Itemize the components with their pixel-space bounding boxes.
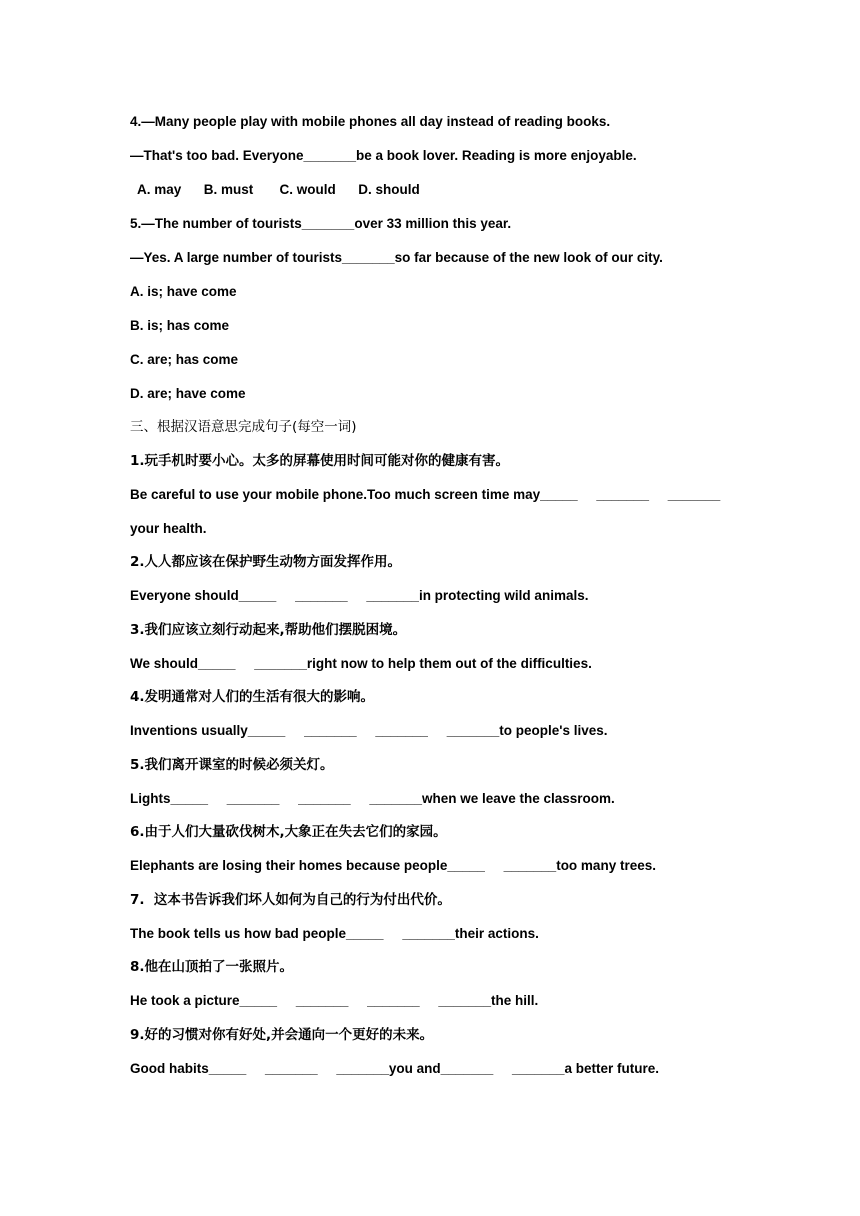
item6-chinese: 6.由于人们大量砍伐树木,大象正在失去它们的家园。 bbox=[130, 824, 447, 840]
item7-english: The book tells us how bad people_____ _______their actions. bbox=[130, 926, 539, 941]
item1-chinese: 1.玩手机时要小心。太多的屏幕使用时间可能对你的健康有害。 bbox=[130, 453, 510, 469]
q4-options: A. may B. must C. would D. should bbox=[130, 182, 420, 197]
item9-english: Good habits_____ _______ _______you and_______ _______a better future. bbox=[130, 1061, 660, 1076]
q4-question: 4.—Many people play with mobile phones all day instead of reading books. bbox=[130, 114, 611, 129]
item4-chinese: 4.发明通常对人们的生活有很大的影响。 bbox=[130, 689, 375, 705]
q5-option-a: A. is; have come bbox=[130, 284, 237, 299]
item5-english: Lights_____ _______ _______ _______when we leave the classroom. bbox=[130, 791, 615, 806]
q5-option-d: D. are; have come bbox=[130, 386, 246, 401]
q5-question: 5.—The number of tourists_______over 33 million this year. bbox=[130, 216, 512, 231]
q4-reply: —That's too bad. Everyone_______be a book lover. Reading is more enjoyable. bbox=[130, 148, 637, 163]
item2-chinese: 2.人人都应该在保护野生动物方面发挥作用。 bbox=[130, 554, 402, 570]
item9-chinese: 9.好的习惯对你有好处,并会通向一个更好的未来。 bbox=[130, 1027, 434, 1043]
q5-option-b: B. is; has come bbox=[130, 318, 230, 333]
item3-chinese: 3.我们应该立刻行动起来,帮助他们摆脱困境。 bbox=[130, 622, 407, 638]
q5-reply: —Yes. A large number of tourists_______so far because of the new look of our city. bbox=[130, 250, 663, 265]
item8-chinese: 8.他在山顶拍了一张照片。 bbox=[130, 959, 294, 975]
item1-english: Be careful to use your mobile phone.Too much screen time may_____ _______ _______ bbox=[130, 487, 721, 502]
item8-english: He took a picture_____ _______ _______ _______the hill. bbox=[130, 993, 539, 1008]
item4-english: Inventions usually_____ _______ _______ _______to people's lives. bbox=[130, 723, 608, 738]
item5-chinese: 5.我们离开课室的时候必须关灯。 bbox=[130, 757, 334, 773]
q5-option-c: C. are; has come bbox=[130, 352, 239, 367]
item7-chinese: 7. 这本书告诉我们坏人如何为自己的行为付出代价。 bbox=[130, 892, 451, 908]
item1-english-cont: your health. bbox=[130, 521, 207, 536]
item3-english: We should_____ _______right now to help them out of the difficulties. bbox=[130, 656, 592, 671]
section3-heading: 三、根据汉语意思完成句子(每空一词) bbox=[130, 419, 357, 435]
item6-english: Elephants are losing their homes because people_____ _______too many trees. bbox=[130, 858, 656, 873]
item2-english: Everyone should_____ _______ _______in protecting wild animals. bbox=[130, 588, 589, 603]
